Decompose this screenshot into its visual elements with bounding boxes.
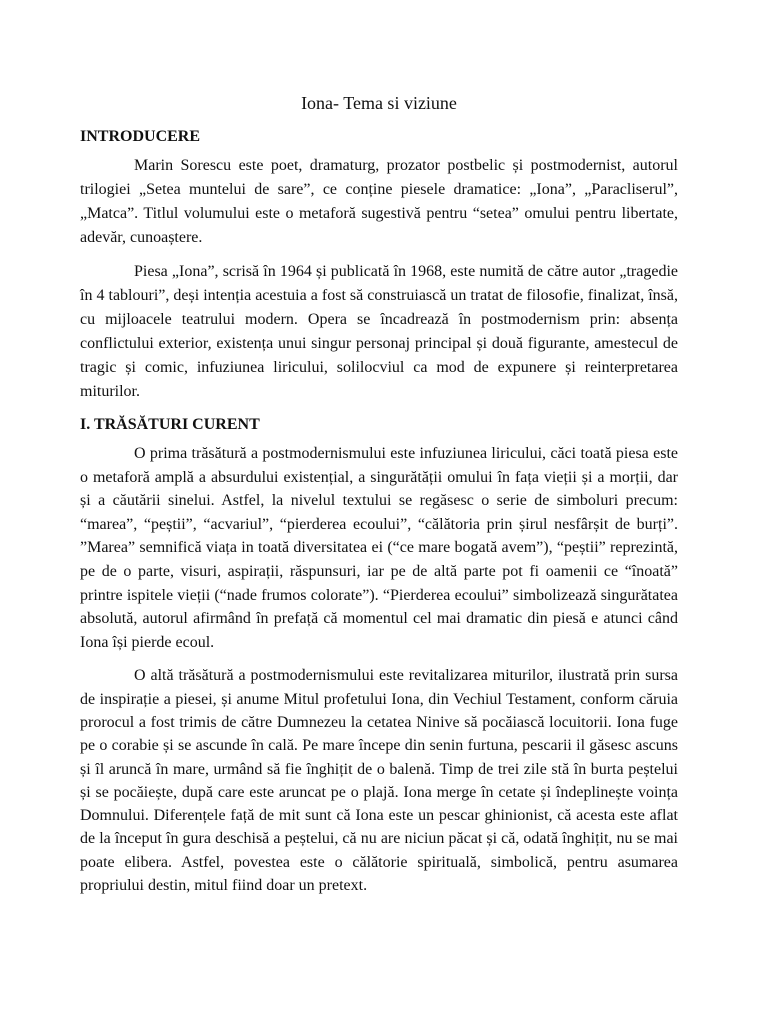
paragraph-trasaturi-2: O altă trăsătură a postmodernismului este revitalizarea miturilor, ilustrată prin sursa de inspirație a piesei, și anume Mitul profetului Iona, din Vechiul Testament, conform căruia prorocul a fost trimis de către Dumnezeu la cetatea Ninive să pocăiască locuitorii. Iona fuge pe o corabie și se ascunde în cală. Pe mare începe din senin furtuna, pescarii il găsesc ascuns și îl aruncă în mare, urmând să fie înghițit de o balenă. Timp de trei zile stă în burta peștelui și se pocăiește, după care este aruncat pe o plajă. Iona merge în cetate și îndeplinește voința Domnului. Diferențele față de mit sunt că Iona este un pescar ghinionist, că acesta este aflat de la început în gura deschisă a peștelui, că nu are niciun păcat și că, odată înghițit, nu se mai poate elibera. Astfel, povestea este o călătorie spirituală, simbolică, pentru asumarea propriului destin, mitul fiind doar un pretext. bbox=[80, 667, 678, 895]
section-heading-trasaturi-curent: I. TRĂSĂTURI CURENT bbox=[80, 416, 260, 433]
section-heading-introducere: INTRODUCERE bbox=[80, 128, 201, 145]
document-page bbox=[80, 92, 678, 907]
paragraph-intro-2: Piesa „Iona”, scrisă în 1964 și publicată în 1968, este numită de către autor „tragedie în 4 tablouri”, deși intenția acestuia a fost să construiască un tratat de filosofie, finalizat, însă, cu mijloacele teatrului modern. Opera se încadrează în postmodernism prin: absența conflictului exterior, existența unui singur personaj principal și două figurante, amestecul de tragic și comic, infuziunea liricului, solilocviul ca mod de expunere și reinterpretarea miturilor. bbox=[80, 263, 678, 400]
paragraph-intro-1: Marin Sorescu este poet, dramaturg, prozator postbelic și postmodernist, autorul trilogiei „Setea muntelui de sare”, ce conține piesele dramatice: „Iona”, „Paracliserul”, „Matca”. Titlul volumului este o metaforă sugestivă pentru “setea” omului pentru libertate, adevăr, cunoaștere. bbox=[80, 157, 678, 246]
paragraph-trasaturi-1: O prima trăsătură a postmodernismului este infuziunea liricului, căci toată piesa este o metaforă amplă a absurdului existențial, a singurătății omului în fața vieții și a morții, dar și a căutării sinelui. Astfel, la nivelul textului se regăsesc o serie de simboluri precum: “marea”, “peștii”, “acvariul”, “pierderea ecoului”, “călătoria prin șirul nesfârșit de burți”. ”Marea” semnifică viața in toată diversitatea ei (“ce mare bogată avem”), “peștii” reprezintă, pe de o parte, visuri, aspirații, răspunsuri, iar pe de altă parte pot fi oamenii ce “înoată” printre ispitele vieții (“nade frumos colorate”). “Pierderea ecoului” simbolizează singurătatea absolută, autorul afirmând în prefață că momentul cel mai dramatic din piesă e atunci când Iona își pierde ecoul. bbox=[80, 445, 678, 651]
section-introducere bbox=[80, 126, 678, 404]
section-trasaturi-curent bbox=[80, 414, 678, 897]
document-title: Iona- Tema si viziune bbox=[301, 93, 457, 113]
